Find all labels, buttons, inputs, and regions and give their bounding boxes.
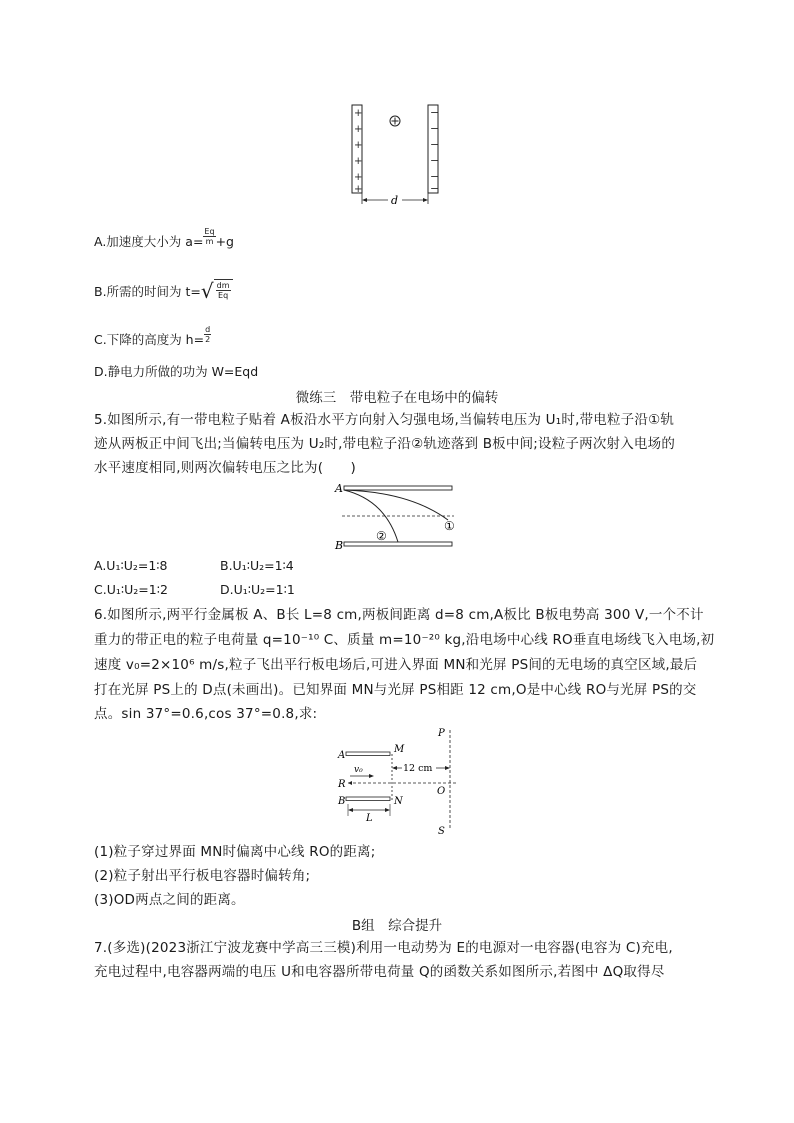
fraction: $\frac{Eq}{m}$ bbox=[204, 227, 215, 246]
q6-line-3: 速度 v₀=2×10⁶ m/s,粒子飞出平行板电场后,可进入界面 MN和光屏 PS间的无电场的真空区域,最后 bbox=[94, 657, 698, 673]
q4-option-d: D.静电力所做的功为 W=Eqd bbox=[94, 364, 259, 379]
q5-line-3: 水平速度相同,则两次偏转电压之比为( ) bbox=[94, 460, 357, 476]
label-d: d bbox=[391, 194, 399, 207]
q6-sub-3: (3)OD两点之间的距离。 bbox=[94, 892, 245, 908]
q6-sub-1: (1)粒子穿过界面 MN时偏离中心线 RO的距离; bbox=[94, 844, 376, 860]
q7-line-1: 7.(多选)(2023浙江宁波龙赛中学高三三模)利用一电动势为 E的电源对一电容器(电容为 C)充电, bbox=[94, 940, 673, 956]
q5-line-1: 5.如图所示,有一带电粒子贴着 A板沿水平方向射入匀强电场,当偏转电压为 U₁时,带电粒子沿①轨 bbox=[94, 412, 675, 428]
plate-b bbox=[346, 797, 390, 801]
q6-line-5: 点。sin 37°=0.6,cos 37°=0.8,求: bbox=[94, 706, 318, 722]
q4-capacitor-figure bbox=[340, 100, 450, 210]
label-a: A bbox=[338, 750, 346, 761]
label-a: A bbox=[335, 482, 343, 495]
svg-text:+: + bbox=[354, 108, 363, 119]
svg-text:+: + bbox=[354, 172, 363, 183]
fraction: $\frac{d}{2}$ bbox=[205, 325, 211, 344]
label-p: P bbox=[438, 728, 445, 739]
q7-line-2: 充电过程中,电容器两端的电压 U和电容器所带电荷量 Q的函数关系如图所示,若图中 ΔQ取得尽 bbox=[94, 964, 665, 980]
label-n: N bbox=[394, 796, 403, 807]
q6-sub-2: (2)粒子射出平行板电容器时偏转角; bbox=[94, 868, 311, 884]
q6-deflection-figure bbox=[334, 724, 464, 836]
svg-text:−: − bbox=[430, 138, 440, 151]
sqrt-icon: √ bbox=[200, 278, 214, 303]
svg-text:−: − bbox=[430, 182, 440, 195]
svg-text:−: − bbox=[430, 106, 440, 119]
q4-option-b: B.所需的时间为 t=√ $\frac{dm}{Eq}$ bbox=[94, 282, 233, 303]
label-trajectory-1: ① bbox=[444, 519, 455, 533]
label-r: R bbox=[338, 779, 346, 790]
svg-text:+: + bbox=[354, 184, 363, 195]
positive-particle-icon bbox=[390, 116, 400, 126]
plus-signs bbox=[354, 108, 362, 195]
svg-text:+: + bbox=[354, 124, 363, 135]
svg-text:−: − bbox=[430, 154, 440, 167]
label-s: S bbox=[438, 826, 445, 836]
plate-a bbox=[344, 486, 452, 490]
label-l: L bbox=[366, 813, 373, 824]
label-trajectory-2: ② bbox=[376, 529, 387, 543]
label-v0: v₀ bbox=[354, 765, 363, 775]
label-12cm: 12 cm bbox=[403, 763, 433, 774]
q5-options-row-2: C.U₁∶U₂=1∶2 D.U₁∶U₂=1∶1 bbox=[94, 582, 295, 597]
plate-a bbox=[346, 752, 390, 756]
svg-text:−: − bbox=[430, 170, 440, 183]
q5-line-2: 迹从两板正中间飞出;当偏转电压为 U₂时,带电粒子沿②轨迹落到 B板中间;设粒子两次射入电场的 bbox=[94, 436, 676, 452]
svg-text:+: + bbox=[354, 140, 363, 151]
label-b: B bbox=[335, 539, 344, 552]
q6-line-1: 6.如图所示,两平行金属板 A、B长 L=8 cm,两板间距离 d=8 cm,A板比 B板电势高 300 V,一个不计 bbox=[94, 607, 704, 623]
q5-trajectory-figure bbox=[330, 478, 470, 554]
label-b: B bbox=[338, 796, 346, 807]
svg-text:+: + bbox=[354, 156, 363, 167]
q6-line-4: 打在光屏 PS上的 D点(未画出)。已知界面 MN与光屏 PS相距 12 cm,O是中心线 RO与光屏 PS的交 bbox=[94, 682, 697, 698]
q6-line-2: 重力的带正电的粒子电荷量 q=10⁻¹⁰ C、质量 m=10⁻²⁰ kg,沿电场中心线 RO垂直电场线飞入电场,初 bbox=[94, 632, 715, 648]
label-m: M bbox=[394, 744, 405, 755]
group-b-title: B组 综合提升 bbox=[351, 918, 443, 934]
label-o: O bbox=[437, 786, 446, 797]
q5-options-row-1: A.U₁∶U₂=1∶8 B.U₁∶U₂=1∶4 bbox=[94, 558, 294, 573]
q4-option-a: A.加速度大小为 a= $\frac{Eq}{m}$ +g bbox=[94, 227, 234, 249]
plate-b bbox=[344, 542, 452, 546]
section3-title: 微练三 带电粒子在电场中的偏转 bbox=[295, 390, 499, 406]
q4-option-c: C.下降的高度为 h= $\frac{d}{2}$ bbox=[94, 325, 211, 347]
trajectory-1 bbox=[344, 490, 448, 520]
svg-text:−: − bbox=[430, 122, 440, 135]
